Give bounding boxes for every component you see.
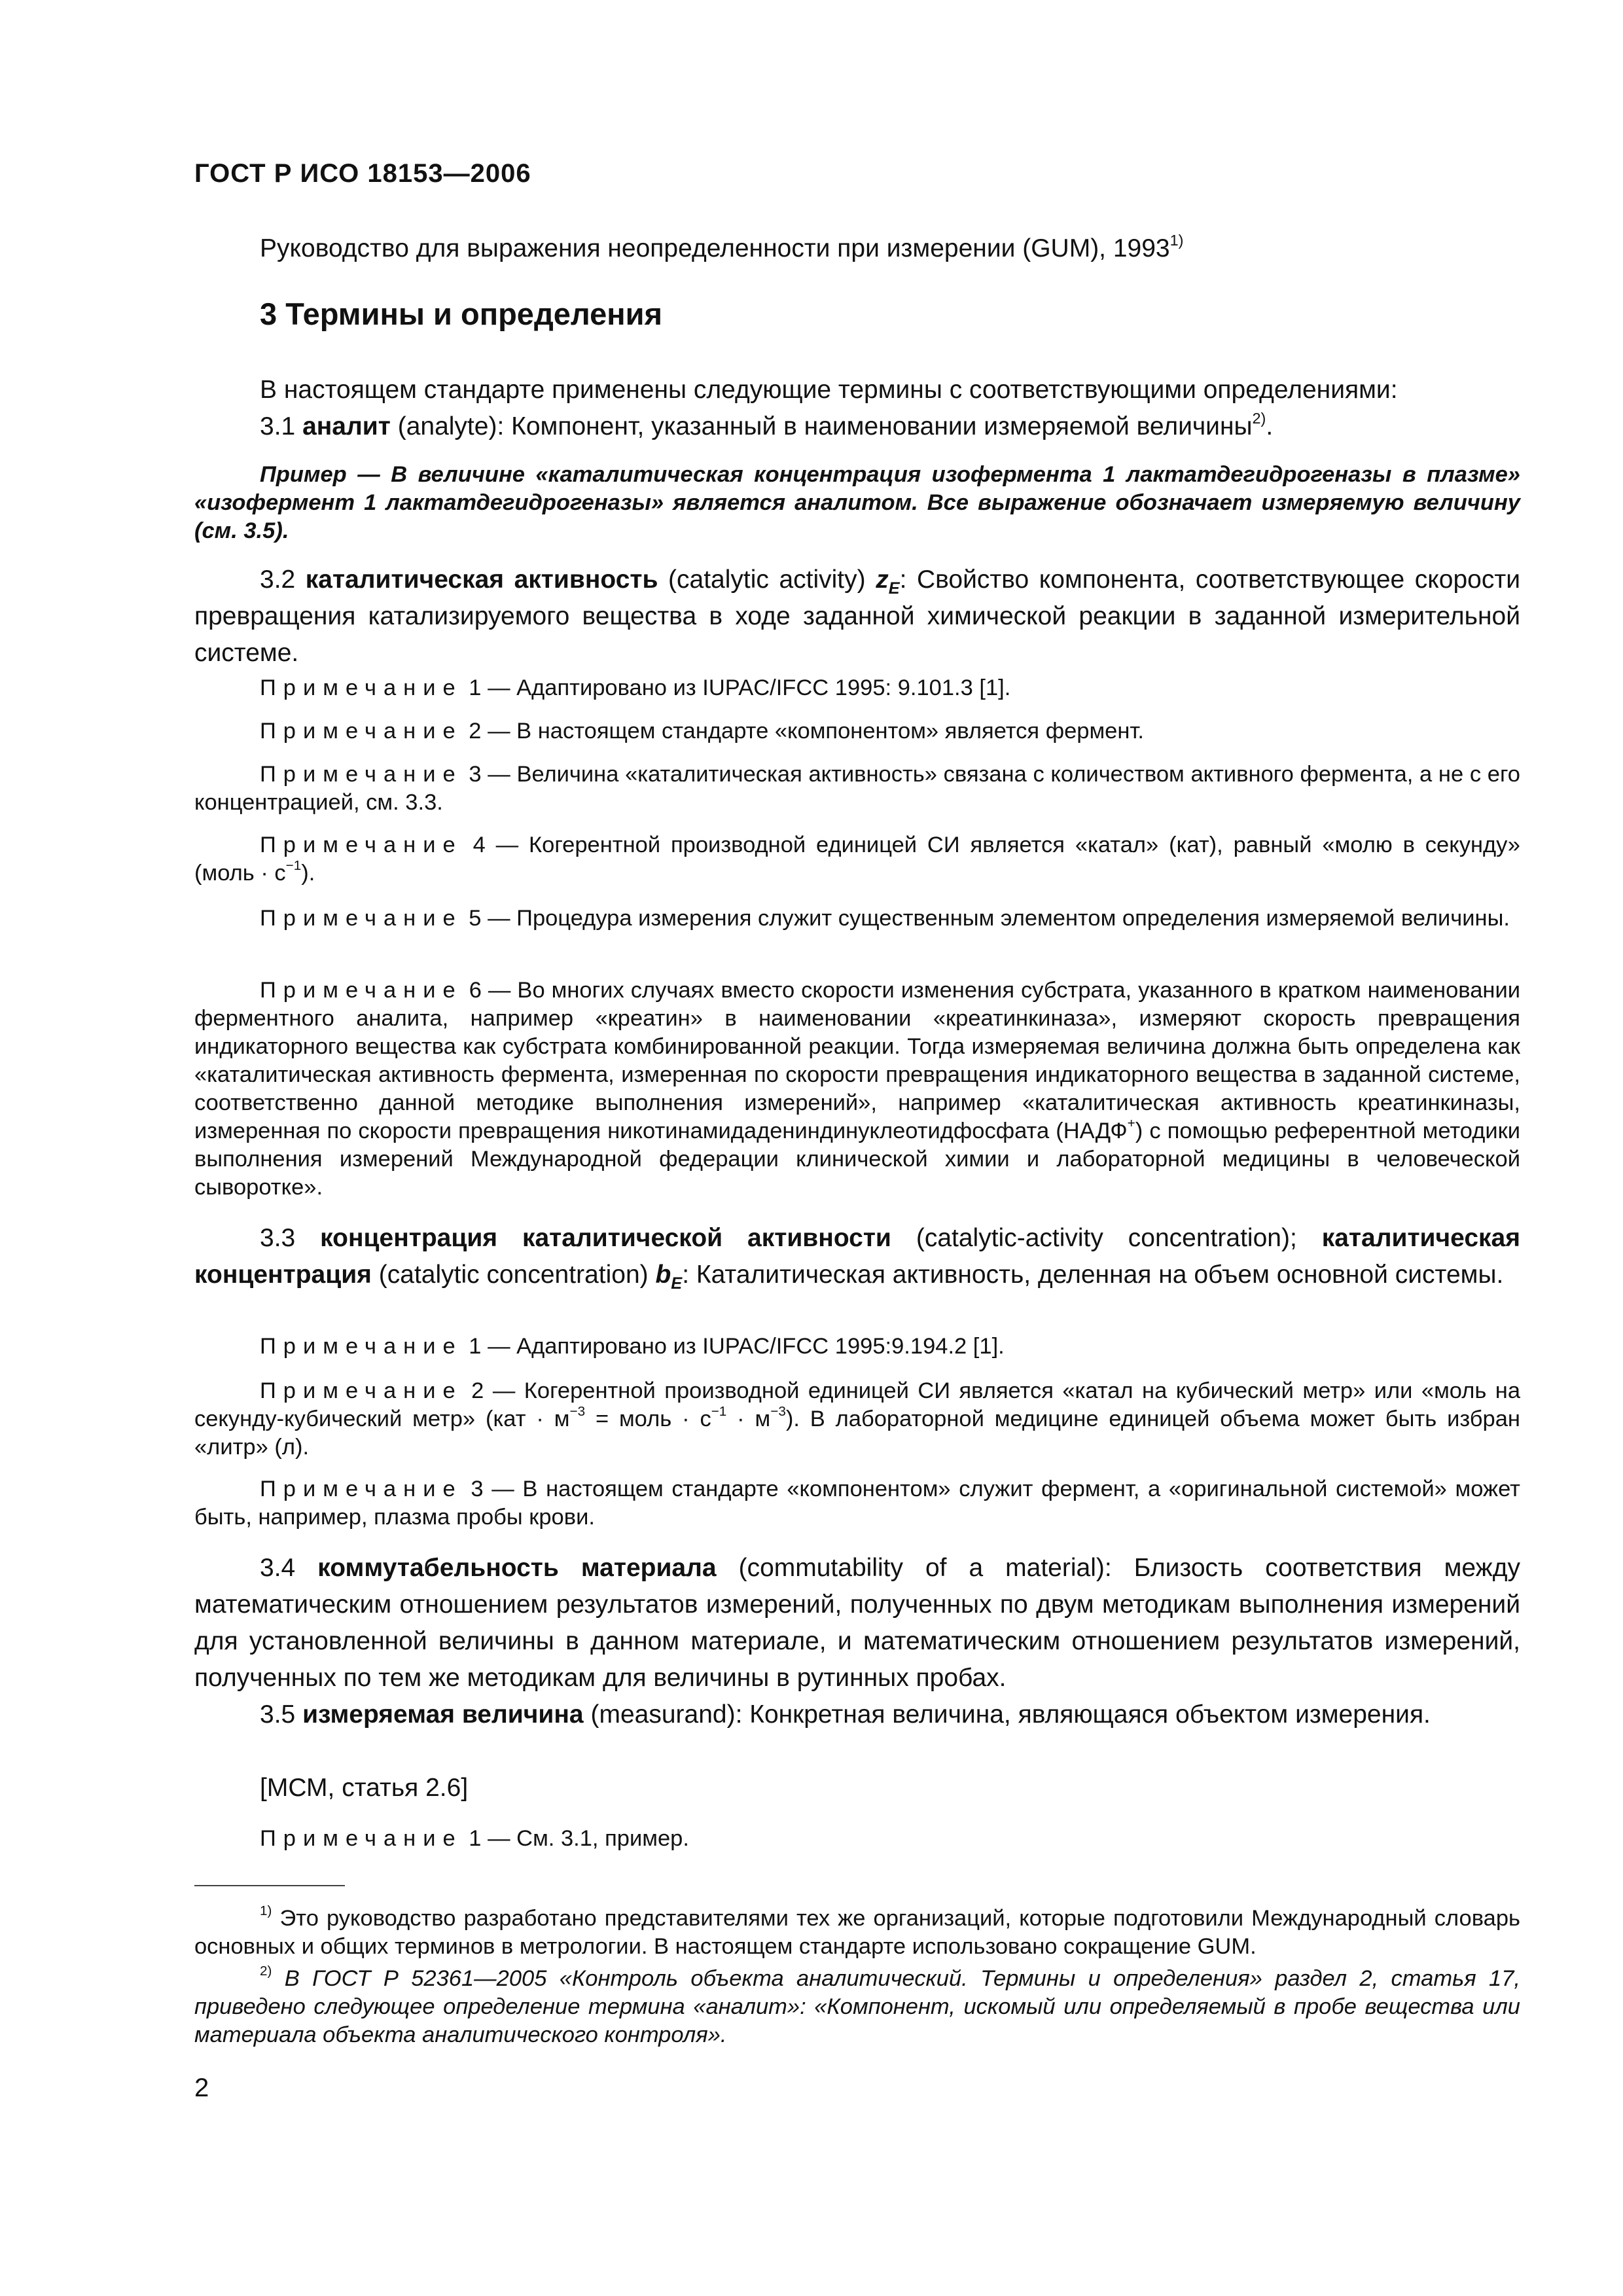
gum-reference: Руководство для выражения неопределенности при измерении (GUM), 1993$^{1)}$ xyxy=(260,231,1184,262)
footnote-1: $^{1)}$ Это руководство разработано представителями тех же организаций, которые подготовили Международный словарь основных и общих терминов в метрологии. В настоящем стандарте использовано сокращение GUM. xyxy=(194,1903,1520,1959)
note-3-2-3: Примечание 3 — Величина «каталитическая активность» связана с количеством активного фермента, а не с его концентрацией, см. 3.3. xyxy=(194,762,1520,815)
term-3-5: 3.5 измеряемая величина (measurand): Конкретная величина, являющаяся объектом измерения. xyxy=(260,1700,1431,1729)
note-3-5-1: Примечание 1 — См. 3.1, пример. xyxy=(260,1826,689,1851)
footnote-mark: 1) xyxy=(1169,231,1184,249)
section-title: 3 Термины и определения xyxy=(260,296,662,331)
note-3-2-4: Примечание 4 — Когерентной производной единицей СИ является «катал» (кат), равный «молю в секунду» (моль · $с^{-1}$). xyxy=(194,833,1520,886)
intro-paragraph: В настоящем стандарте применены следующие термины с соответствующими определениями: xyxy=(260,376,1398,404)
footnote-mark: 1) xyxy=(260,1903,272,1919)
term-name: коммутабельность материала xyxy=(317,1554,717,1582)
symbol: $z_E$ xyxy=(876,565,900,598)
term-3-1: 3.1 аналит (analyte): Компонент, указанный в наименовании измеряемой величины$^{2)}$. xyxy=(260,409,1274,440)
symbol: $b_E$ xyxy=(655,1261,683,1293)
term-3-3: 3.3 концентрация каталитической активности (catalytic-activity concentration); каталитическая концентрация (catalytic concentration) $b_E$: Каталитическая активность, деленная на объем основной системы. xyxy=(194,1224,1521,1293)
note-3-3-2: Примечание 2 — Когерентной производной единицей СИ является «катал на кубический метр» или «моль на секунду-кубический метр» ($кат \cdot м^{-3}$ = моль · $с^{-1} \cdot м^{-3}$). В лабораторной медицине единицей объема может быть избран «литр» (л). xyxy=(194,1378,1521,1460)
note-3-3-1: Примечание 1 — Адаптировано из IUPAC/IFCC 1995:9.194.2 [1]. xyxy=(260,1334,1005,1359)
page-number: 2 xyxy=(194,2073,209,2102)
footnote-separator xyxy=(194,1885,345,1886)
term-name: аналит xyxy=(302,412,391,440)
term-3-5-reference: [МСМ, статья 2.6] xyxy=(260,1774,469,1802)
term-name: измеряемая величина xyxy=(302,1700,584,1729)
term-name-alt: каталитическая концентрация xyxy=(194,1224,1521,1289)
term-name: каталитическая активность xyxy=(305,565,658,594)
example-paragraph: Пример — В величине «каталитическая концентрация изофермента 1 лактатдегидрогеназы в плазме» «изофермент 1 лактатдегидрогеназы» является аналитом. Все выражение обозначает измеряемую величину (см. 3.5). xyxy=(194,462,1520,543)
note-3-2-6: Примечание 6 — Во многих случаях вместо скорости изменения субстрата, указанного в кратком наименовании ферментного аналита, например «креатин» в наименовании «креатинкиназа», измеряют скорость превращения индикаторного вещества как субстрата комбинированной реакции. Тогда измеряемая величина должна быть определена как «каталитическая активность фермента, измеренная по скорости превращения индикаторного вещества в заданной системе, соответственно данной методике выполнения измерений», например «каталитическая активность креатинкиназы, измеренная по скорости превращения никотинамидадениндинуклеотидфосфата (НАДФ+) с помощью референтной методики выполнения измерений Международной федерации клинической химии и лабораторной медицины в человеческой сыворотке». xyxy=(194,978,1520,1200)
note-3-2-2: Примечание 2 — В настоящем стандарте «компонентом» является фермент. xyxy=(260,719,1144,744)
note-3-2-1: Примечание 1 — Адаптировано из IUPAC/IFCC 1995: 9.101.3 [1]. xyxy=(260,675,1011,700)
footnote-mark: 2) xyxy=(1252,409,1266,427)
term-3-2: 3.2 каталитическая активность (catalytic activity) $z_E$: Свойство компонента, соответствующее скорости превращения катализируемого вещества в ходе заданной химической реакции в заданной измерительной системе. xyxy=(194,565,1521,667)
footnote-mark: 2) xyxy=(260,1964,272,1979)
note-3-3-3: Примечание 3 — В настоящем стандарте «компонентом» служит фермент, а «оригинальной системой» может быть, например, плазма пробы крови. xyxy=(194,1477,1520,1530)
footnote-2: $^{2)}$ В ГОСТ Р 52361—2005 «Контроль объекта аналитический. Термины и определения» раздел 2, статья 17, приведено следующее определение термина «аналит»: «Компонент, искомый или определяемый в пробе вещества или материала объекта аналитического контроля». xyxy=(194,1964,1520,2047)
term-name: концентрация каталитической активности xyxy=(320,1224,891,1252)
term-3-4: 3.4 коммутабельность материала (commutability of a material): Близость соответствия между математическим отношением результатов измерений, полученных по двум методикам выполнения измерений для установленной величины в данном материале, и математическим отношением результатов измерений, полученных по тем же методикам для величины в рутинных пробах. xyxy=(194,1554,1521,1692)
note-3-2-5: Примечание 5 — Процедура измерения служит существенным элементом определения измеряемой величины. xyxy=(260,906,1510,931)
document-code: ГОСТ Р ИСО 18153—2006 xyxy=(194,159,531,188)
